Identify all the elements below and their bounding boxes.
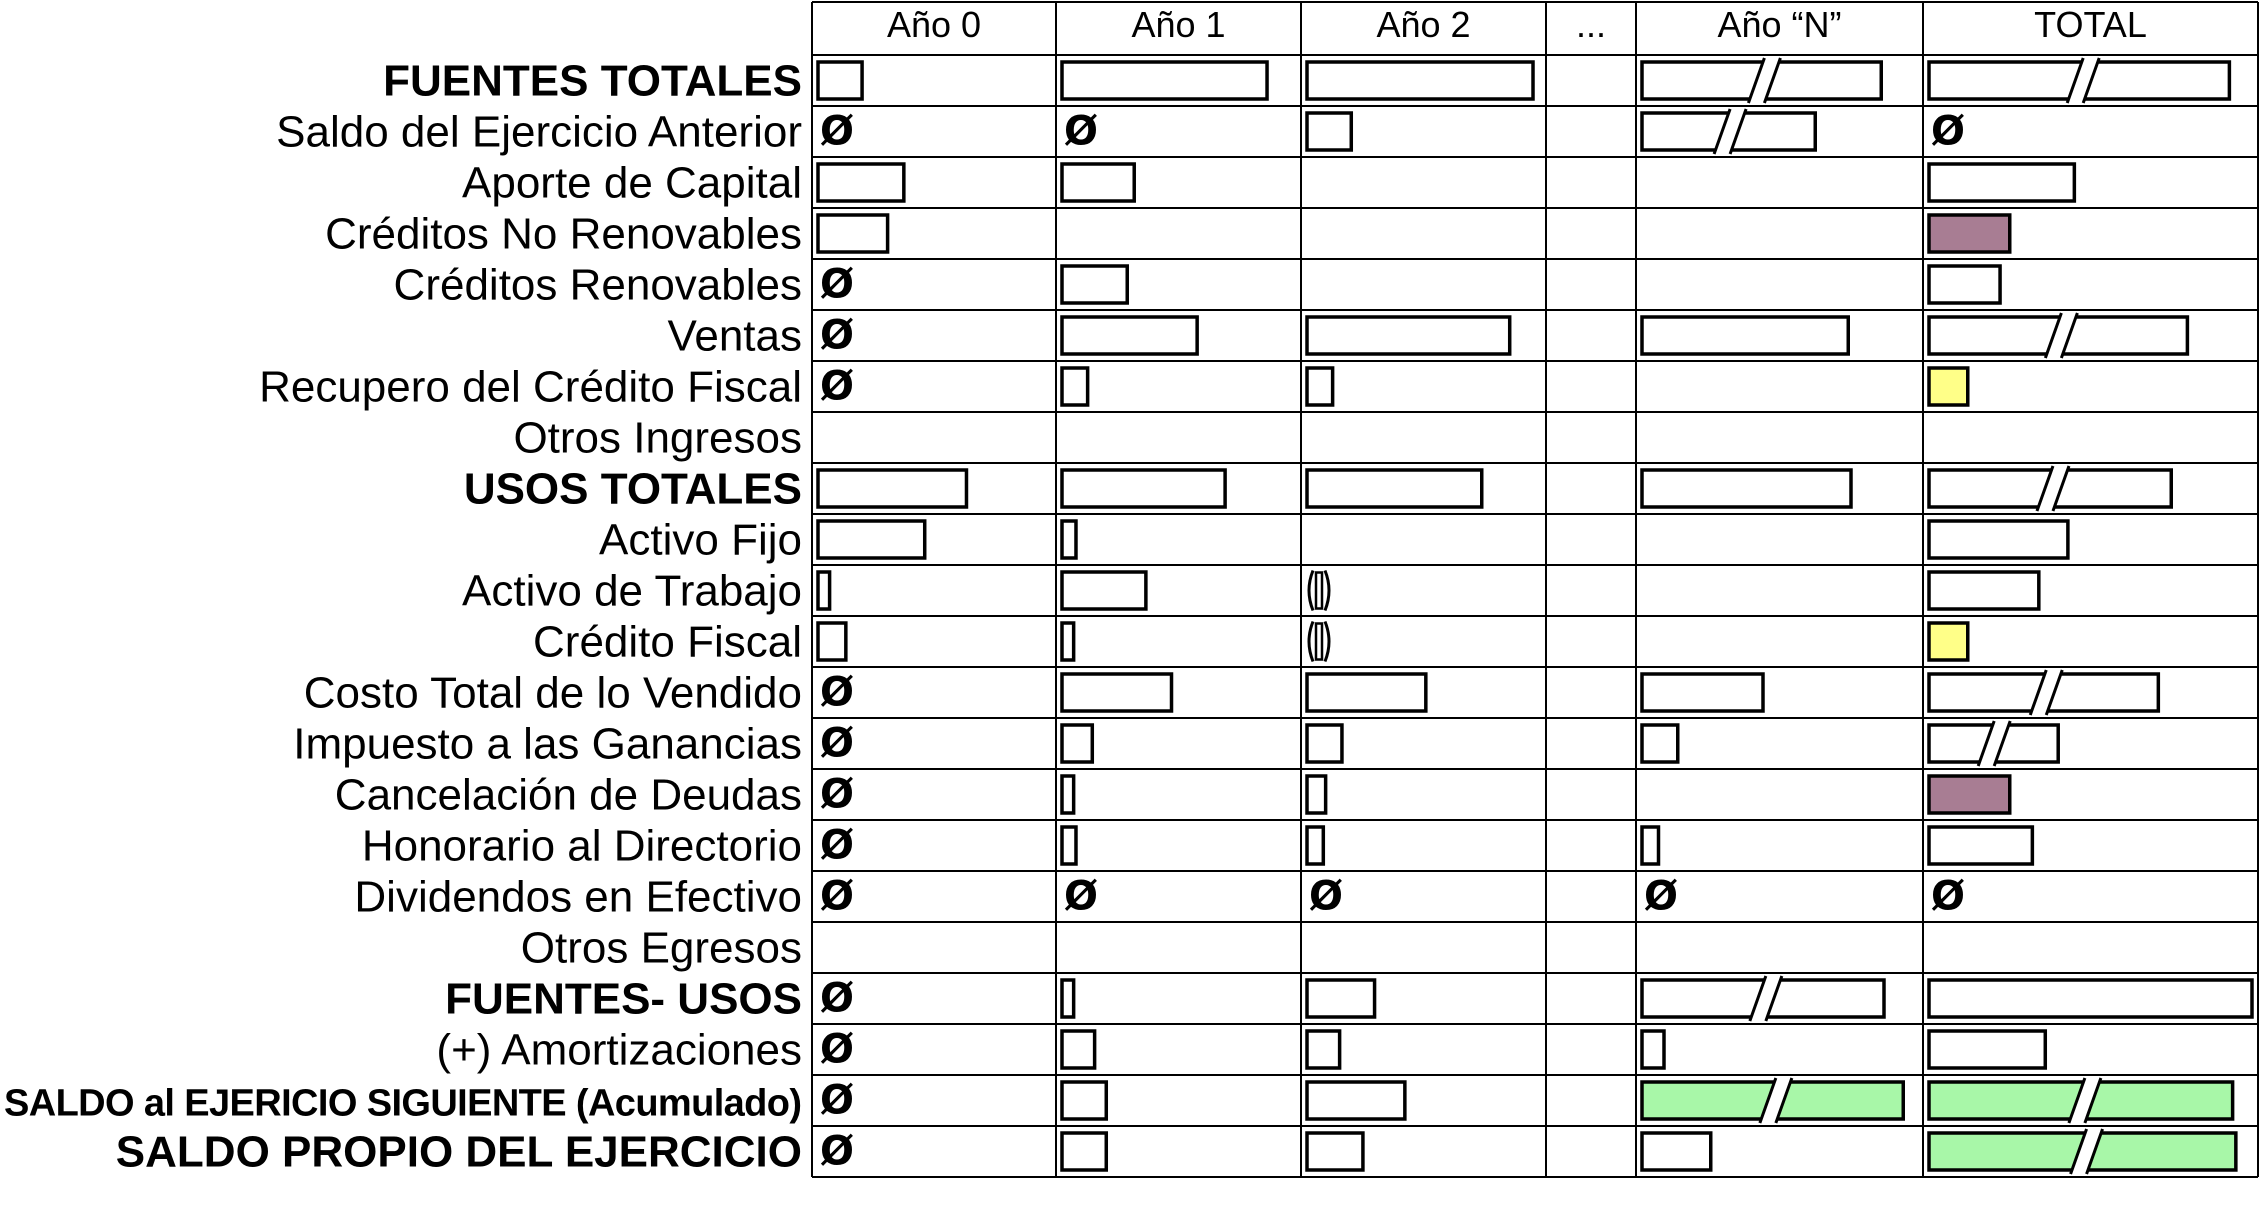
value-bar [1642, 674, 1763, 711]
value-bar [1307, 470, 1482, 507]
row-label: USOS TOTALES [463, 464, 802, 514]
value-bar [1307, 1133, 1363, 1170]
value-bar [1062, 368, 1088, 405]
row-label: Créditos No Renovables [325, 209, 802, 259]
value-bar [818, 521, 925, 558]
row-label: (+) Amortizaciones [436, 1025, 802, 1075]
value-bar [1062, 164, 1134, 201]
row-label: Crédito Fiscal [533, 617, 802, 667]
value-bar [1929, 164, 2074, 201]
row-label: Activo de Trabajo [462, 566, 802, 616]
null-symbol: Ø [1064, 873, 1099, 920]
table-row [259, 363, 1968, 412]
null-symbol: Ø [820, 1026, 855, 1073]
value-bar [1929, 266, 2000, 303]
row-label: Recupero del Crédito Fiscal [259, 362, 802, 412]
table-row [445, 974, 2252, 1024]
table-row [325, 210, 2010, 259]
value-bar [1642, 1076, 1903, 1125]
row-label: Dividendos en Efectivo [354, 872, 802, 922]
paren-bar-mark [1309, 622, 1329, 662]
row-label: Aporte de Capital [462, 158, 802, 208]
value-bar [1307, 62, 1533, 99]
table-row [464, 464, 2171, 514]
value-bar [1307, 725, 1342, 762]
value-bar [1642, 1031, 1664, 1068]
row-label: SALDO PROPIO DEL EJERCICIO [115, 1127, 802, 1177]
value-bar [1062, 266, 1127, 303]
value-bar [818, 572, 830, 609]
value-bar [1929, 1076, 2233, 1125]
value-bar [1929, 1031, 2045, 1068]
null-symbol: Ø [820, 822, 855, 869]
row-label: Cancelación de Deudas [334, 770, 802, 820]
value-bar [1062, 62, 1267, 99]
null-symbol: Ø [820, 669, 855, 716]
row-label: Otros Egresos [520, 923, 802, 973]
table-row [462, 159, 2074, 208]
row-label: FUENTES TOTALES [383, 56, 802, 106]
value-bar [1929, 311, 2187, 360]
value-bar [1642, 974, 1884, 1023]
row-label: Honorario al Directorio [361, 821, 802, 871]
value-bar [1929, 980, 2252, 1017]
table-row [335, 771, 2010, 820]
value-bar [1642, 56, 1881, 105]
column-header: Año 1 [1131, 4, 1226, 45]
value-bar [1062, 827, 1076, 864]
value-bar [1929, 215, 2010, 252]
row-label: SALDO al EJERICIO SIGUIENTE (Acumulado) [4, 1082, 802, 1125]
table-row [394, 261, 2001, 310]
null-symbol: Ø [820, 1077, 855, 1124]
value-bar [1307, 317, 1510, 354]
value-bar [1642, 827, 1659, 864]
null-symbol: Ø [820, 312, 855, 359]
table-row [304, 668, 2159, 718]
null-symbol: Ø [1644, 873, 1679, 920]
null-symbol: Ø [1931, 873, 1966, 920]
column-header: Año 0 [886, 4, 982, 45]
value-bar [1929, 827, 2032, 864]
row-label: Ventas [667, 311, 802, 361]
column-header: Año 2 [1376, 4, 1471, 45]
column-header: ... [1575, 4, 1607, 45]
value-bar [1307, 980, 1375, 1017]
row-label: Impuesto a las Ganancias [293, 719, 802, 769]
value-bar [1062, 623, 1074, 660]
row-label: Créditos Renovables [393, 260, 802, 310]
value-bar [1642, 1133, 1711, 1170]
null-symbol: Ø [820, 1128, 855, 1175]
null-symbol: Ø [820, 720, 855, 767]
value-bar [1642, 470, 1851, 507]
row-label: FUENTES- USOS [445, 974, 802, 1024]
paren-bar-mark [1309, 571, 1329, 611]
value-bar [1929, 368, 1968, 405]
value-bar [1929, 623, 1968, 660]
value-bar [1929, 719, 2058, 768]
null-symbol: Ø [1064, 108, 1099, 155]
null-symbol: Ø [820, 771, 855, 818]
value-bar [818, 164, 904, 201]
row-label: Otros Ingresos [513, 413, 802, 463]
column-header: Año “N” [1717, 4, 1842, 45]
value-bar [818, 62, 862, 99]
null-symbol: Ø [1931, 108, 1966, 155]
value-bar [1307, 113, 1351, 150]
column-headers [887, 4, 2147, 45]
table-row [599, 516, 2068, 565]
table-row [513, 414, 802, 463]
value-bar [1307, 776, 1326, 813]
table-row [116, 1127, 2236, 1177]
value-bar [1062, 1082, 1106, 1119]
value-bar [1307, 1082, 1405, 1119]
value-bar [1307, 368, 1333, 405]
value-bar [1929, 668, 2158, 717]
null-symbol: Ø [820, 108, 855, 155]
value-bar [1929, 464, 2171, 513]
value-bar [818, 470, 966, 507]
value-bar [1062, 980, 1074, 1017]
value-bar [1307, 827, 1323, 864]
table-row [533, 618, 1968, 667]
value-bar [1642, 107, 1815, 156]
table-row [276, 107, 1965, 157]
value-bar [1929, 572, 2039, 609]
value-bar [1929, 56, 2229, 105]
row-label: Costo Total de lo Vendido [303, 668, 802, 718]
row-label: Activo Fijo [599, 515, 802, 565]
value-bar [1062, 1133, 1106, 1170]
value-bar [1062, 521, 1076, 558]
value-bar [1062, 470, 1225, 507]
null-symbol: Ø [820, 975, 855, 1022]
value-bar [1062, 572, 1146, 609]
null-symbol: Ø [820, 873, 855, 920]
table-row [293, 719, 2058, 769]
null-symbol: Ø [1309, 873, 1344, 920]
value-bar [1062, 674, 1172, 711]
null-symbol: Ø [820, 261, 855, 308]
column-header: TOTAL [2034, 4, 2147, 45]
table-row [667, 311, 2187, 361]
value-bar [1062, 317, 1197, 354]
value-bar [1642, 725, 1678, 762]
table-row [521, 924, 802, 973]
value-bar [1307, 1031, 1340, 1068]
table-row [462, 567, 2039, 616]
value-bar [1642, 317, 1848, 354]
table-row [436, 1026, 2045, 1075]
value-bar [1062, 725, 1092, 762]
table-row [362, 822, 2033, 871]
value-bar [818, 215, 888, 252]
table-row [4, 1076, 2233, 1125]
value-bar [1062, 776, 1074, 813]
value-bar [1929, 1127, 2236, 1176]
value-bar [1307, 674, 1426, 711]
value-bar [1929, 776, 2010, 813]
value-bar [1929, 521, 2068, 558]
table-row [354, 873, 1965, 922]
value-bar [818, 623, 846, 660]
value-bar [1062, 1031, 1095, 1068]
null-symbol: Ø [820, 363, 855, 410]
table-row [383, 56, 2229, 106]
row-label: Saldo del Ejercicio Anterior [276, 107, 802, 157]
